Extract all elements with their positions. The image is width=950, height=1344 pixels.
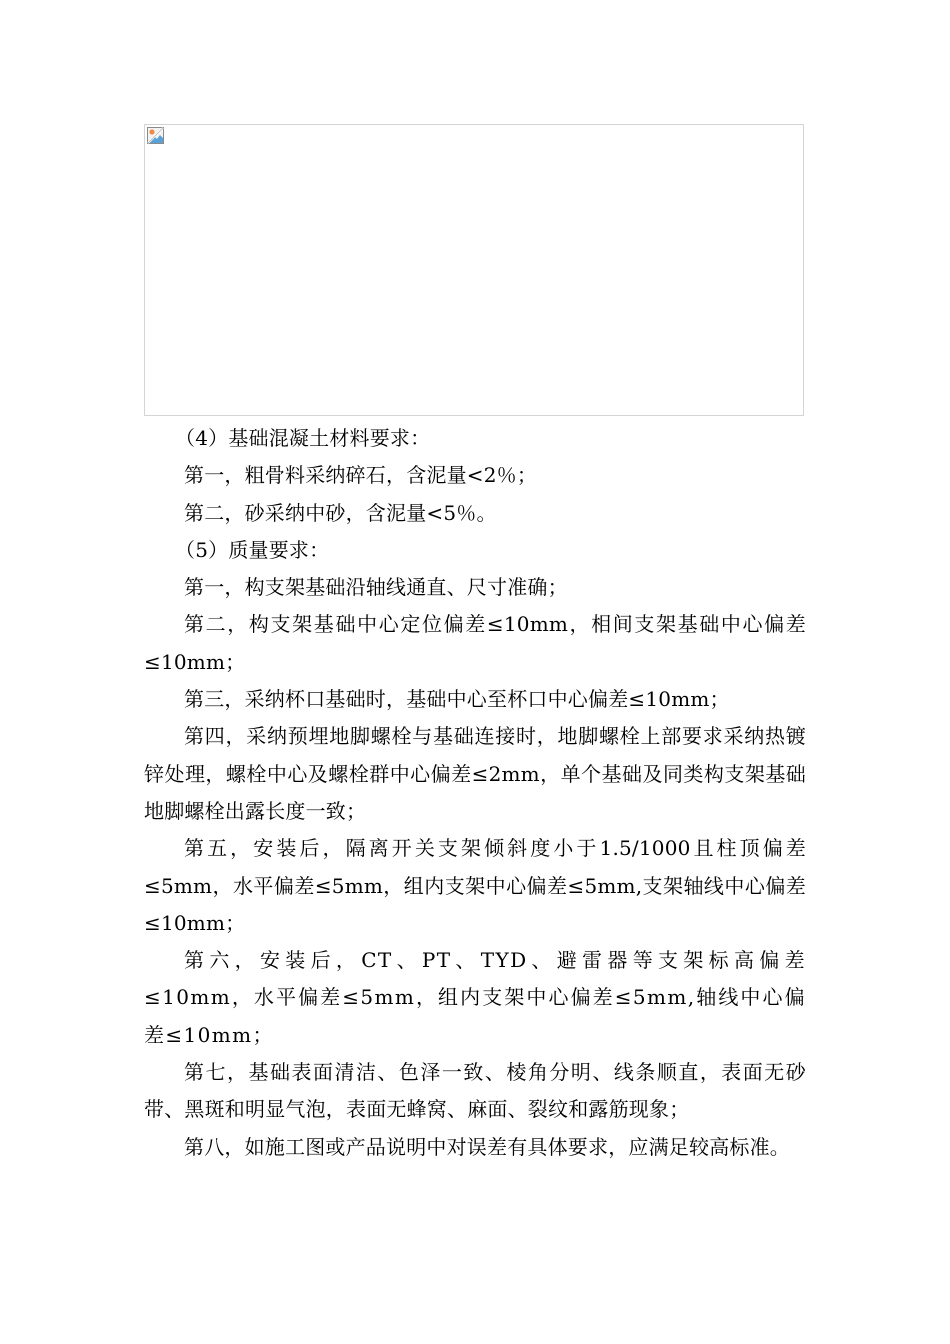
paragraph-item: 第二，构支架基础中心定位偏差≤10mm，相间支架基础中心偏差≤10mm；: [144, 612, 806, 674]
paragraph-item: 第八，如施工图或产品说明中对误差有具体要求，应满足较高标准。: [184, 1134, 790, 1159]
paragraph-item: 第六，安装后，CT、PT、TYD、避雷器等支架标高偏差≤10mm，水平偏差≤5mm，组内支架中心偏差≤5mm,轴线中心偏差≤10mm；: [144, 948, 806, 1047]
image-placeholder-frame: [144, 124, 804, 416]
paragraph-item: 第七，基础表面清洁、色泽一致、棱角分明、线条顺直，表面无砂带、黑斑和明显气泡，表面无蜂窝、麻面、裂纹和露筋现象；: [144, 1060, 806, 1122]
paragraph-item: 第五，安装后，隔离开关支架倾斜度小于1.5/1000且柱顶偏差≤5mm，水平偏差≤5mm，组内支架中心偏差≤5mm,支架轴线中心偏差≤10mm；: [144, 836, 806, 935]
paragraph-item: 第三，采纳杯口基础时，基础中心至杯口中心偏差≤10mm；: [184, 687, 730, 712]
body-text: [144, 420, 806, 1166]
paragraph-item: 第二，砂采纳中砂，含泥量<5％。: [184, 500, 497, 525]
paragraph-item: 第一，构支架基础沿轴线通直、尺寸准确；: [184, 575, 568, 600]
paragraph-item: 第四，采纳预埋地脚螺栓与基础连接时，地脚螺栓上部要求采纳热镀锌处理，螺栓中心及螺栓群中心偏差≤2mm，单个基础及同类构支架基础地脚螺栓出露长度一致；: [144, 724, 806, 823]
section-heading-4: （4）基础混凝土材料要求：: [175, 426, 431, 450]
broken-image-icon: [147, 127, 164, 144]
section-heading-5: （5）质量要求：: [175, 537, 330, 562]
paragraph-item: 第一，粗骨料采纳碎石，含泥量<2％；: [184, 463, 538, 488]
